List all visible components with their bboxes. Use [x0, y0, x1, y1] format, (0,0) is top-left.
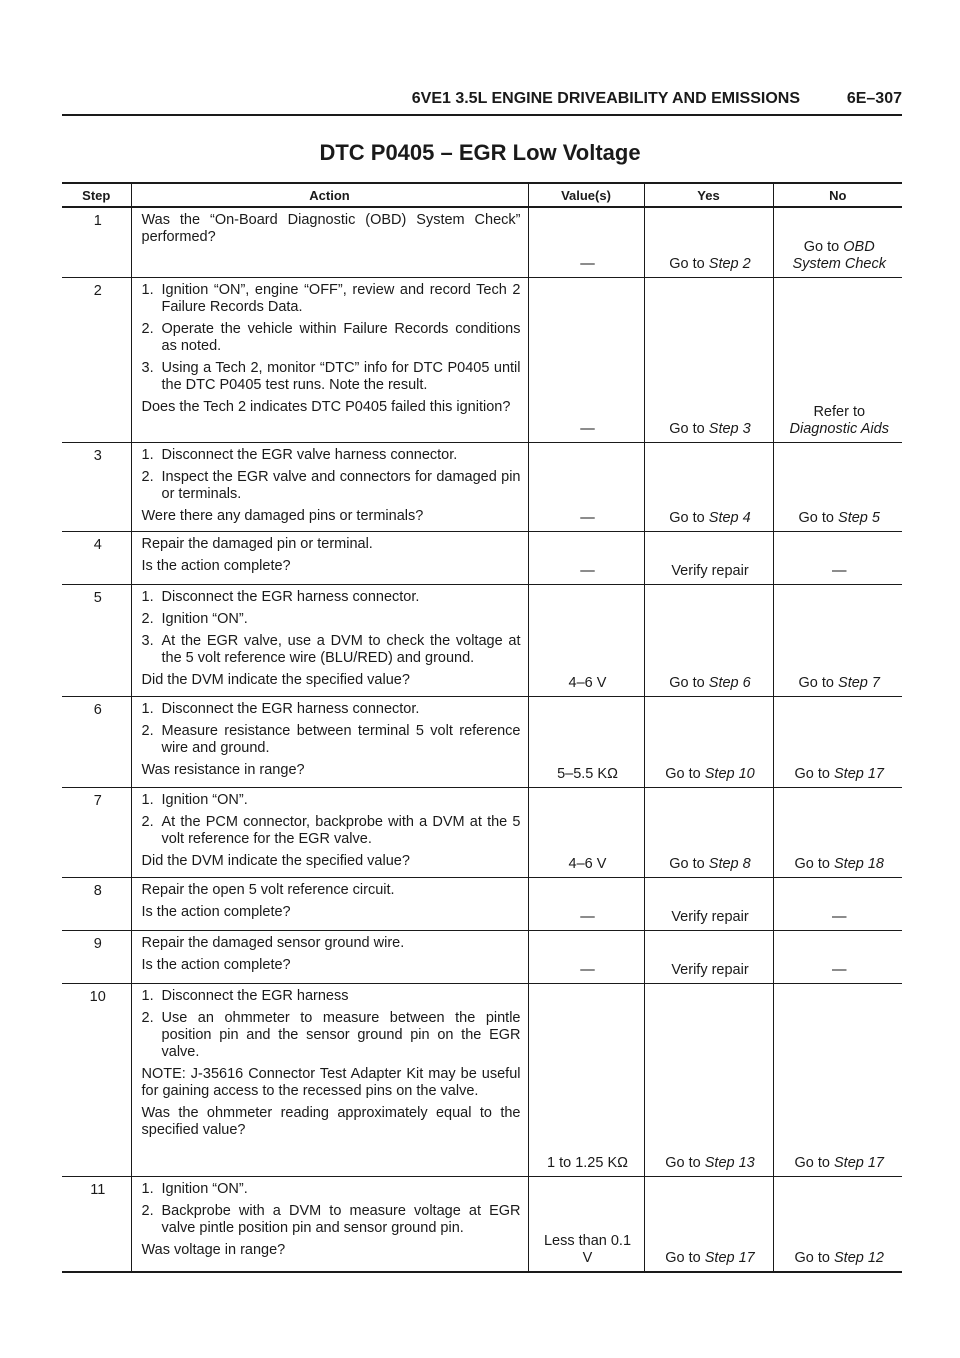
yes-target: Step 8 — [708, 855, 751, 872]
item-number: 1. — [141, 987, 154, 1004]
step-number: 1 — [62, 207, 131, 277]
yes-cell — [644, 877, 773, 930]
table-row — [62, 277, 902, 442]
action-list-item — [142, 447, 521, 464]
no-cell — [773, 787, 902, 877]
page-header — [62, 88, 902, 116]
column-header-values: Value(s) — [528, 183, 644, 207]
table-row — [62, 877, 902, 930]
no-prefix: Go to — [794, 765, 834, 782]
yes-cell — [644, 930, 773, 983]
yes-prefix: Go to — [665, 765, 705, 782]
action-question: Was the ohmmeter reading approximately equal to the specified value? — [141, 1104, 521, 1138]
no-cell — [773, 207, 902, 277]
step-number: 6 — [62, 696, 131, 787]
action-cell — [131, 930, 528, 983]
column-header-step: Step — [62, 183, 131, 207]
action-question: Did the DVM indicate the specified value? — [141, 671, 410, 688]
item-number: 3. — [141, 359, 154, 376]
no-prefix: Refer to — [813, 403, 866, 420]
step-number: 8 — [62, 877, 131, 930]
yes-prefix: Verify repair — [671, 562, 749, 579]
no-target: Step 5 — [838, 509, 880, 526]
action-list-item — [142, 589, 521, 606]
diagnostic-table — [62, 182, 902, 1273]
no-cell — [773, 442, 902, 531]
item-number: 2. — [141, 1202, 154, 1219]
action-cell — [131, 696, 528, 787]
value-cell: 1 to 1.25 KΩ — [528, 983, 644, 1176]
no-prefix: Go to — [798, 674, 839, 691]
item-text: Ignition “ON”. — [161, 1180, 248, 1197]
action-paragraph: Was the “On-Board Diagnostic (OBD) System Check” performed? — [141, 212, 521, 245]
column-header-no: No — [773, 183, 902, 207]
yes-cell — [644, 277, 773, 442]
action-list-item — [142, 1203, 521, 1237]
item-number: 2. — [141, 813, 154, 830]
no-cell — [773, 1176, 902, 1272]
value-cell: 4–6 V — [528, 787, 644, 877]
no-prefix: — — [832, 562, 847, 579]
value-cell: — — [528, 442, 644, 531]
column-header-action: Action — [131, 183, 528, 207]
yes-target: Step 2 — [708, 255, 751, 272]
action-cell — [131, 983, 528, 1176]
step-number: 10 — [62, 983, 131, 1176]
action-question: Did the DVM indicate the specified value? — [141, 852, 410, 869]
yes-prefix: Go to — [669, 420, 709, 437]
action-list-item — [142, 469, 521, 503]
yes-cell — [644, 531, 773, 584]
yes-target: Step 4 — [708, 509, 751, 526]
table-row — [62, 207, 902, 277]
no-target: Step 17 — [834, 1154, 884, 1171]
item-text: At the EGR valve, use a DVM to check the voltage at the 5 volt reference wire (BLU/RED) and ground. — [161, 632, 521, 666]
action-cell — [131, 877, 528, 930]
yes-cell — [644, 787, 773, 877]
no-prefix: Go to — [798, 509, 839, 526]
table-row — [62, 983, 902, 1176]
item-text: Measure resistance between terminal 5 volt reference wire and ground. — [161, 722, 521, 756]
no-cell — [773, 696, 902, 787]
action-list-item — [142, 633, 521, 667]
action-cell — [131, 442, 528, 531]
no-prefix: Go to — [794, 1250, 834, 1266]
action-list-item — [142, 611, 521, 628]
action-question: Is the action complete? — [141, 956, 291, 973]
value-cell: — — [528, 877, 644, 930]
no-cell — [773, 277, 902, 442]
item-text: At the PCM connector, backprobe with a DVM at the 5 volt reference for the EGR valve. — [161, 813, 521, 847]
item-number: 1. — [141, 791, 154, 808]
yes-prefix: Verify repair — [671, 961, 749, 978]
action-cell — [131, 207, 528, 277]
table-row — [62, 787, 902, 877]
yes-prefix: Go to — [669, 674, 709, 691]
item-number: 2. — [141, 610, 154, 627]
page-number: 6E–307 — [846, 90, 902, 107]
item-number: 1. — [141, 281, 154, 298]
yes-target: Step 3 — [708, 420, 751, 437]
item-number: 2. — [141, 468, 154, 485]
action-list-item — [142, 814, 521, 848]
action-list-item — [142, 988, 521, 1005]
step-number: 11 — [62, 1176, 131, 1272]
no-target: Diagnostic Aids — [789, 420, 889, 437]
no-target: Step 12 — [834, 1250, 884, 1266]
no-prefix: Go to — [794, 855, 834, 872]
yes-cell — [644, 584, 773, 696]
action-list-item — [142, 1181, 521, 1198]
value-cell: — — [528, 930, 644, 983]
table-row — [62, 584, 902, 696]
no-cell — [773, 531, 902, 584]
action-list-item — [142, 282, 521, 316]
step-number: 2 — [62, 277, 131, 442]
yes-prefix: Go to — [669, 855, 709, 872]
no-target: Step 17 — [834, 765, 884, 782]
action-question: Is the action complete? — [141, 903, 291, 920]
action-cell — [131, 787, 528, 877]
yes-cell — [644, 696, 773, 787]
yes-cell — [644, 207, 773, 277]
table-row — [62, 696, 902, 787]
no-prefix: — — [832, 961, 847, 978]
item-text: Operate the vehicle within Failure Records conditions as noted. — [161, 320, 521, 354]
yes-prefix: Go to — [669, 255, 709, 272]
yes-target: Step 10 — [704, 765, 755, 782]
no-prefix: Go to — [803, 238, 844, 255]
step-number: 4 — [62, 531, 131, 584]
action-cell — [131, 1176, 528, 1272]
no-prefix: Go to — [794, 1154, 834, 1171]
action-paragraph: Repair the damaged sensor ground wire. — [141, 934, 405, 951]
item-text: Using a Tech 2, monitor “DTC” info for DTC P0405 until the DTC P0405 test runs. Note the result. — [161, 359, 521, 393]
no-target: Step 18 — [834, 855, 884, 872]
item-number: 1. — [141, 588, 154, 605]
item-number: 1. — [141, 1180, 154, 1197]
item-text: Inspect the EGR valve and connectors for damaged pin or terminals. — [161, 468, 521, 502]
table-row — [62, 930, 902, 983]
value-cell: 5–5.5 KΩ — [528, 696, 644, 787]
yes-target: Step 6 — [708, 674, 751, 691]
yes-prefix: Go to — [665, 1154, 705, 1171]
no-target: OBD System Check — [792, 238, 886, 272]
yes-target: Step 17 — [704, 1250, 755, 1266]
action-list-item — [142, 792, 521, 809]
action-question: Were there any damaged pins or terminals? — [141, 507, 424, 524]
no-cell — [773, 930, 902, 983]
section-title: 6VE1 3.5L ENGINE DRIVEABILITY AND EMISSIONS — [411, 90, 800, 107]
action-list-item — [142, 723, 521, 757]
action-paragraph: NOTE: J-35616 Connector Test Adapter Kit may be useful for gaining access to the recessed pins on the valve. — [141, 1065, 521, 1099]
step-number: 7 — [62, 787, 131, 877]
yes-cell — [644, 1176, 773, 1272]
item-text: Ignition “ON”. — [161, 610, 248, 627]
page-title: DTC P0405 – EGR Low Voltage — [319, 140, 641, 165]
item-text: Disconnect the EGR harness connector. — [161, 588, 420, 605]
action-list-item — [142, 701, 521, 718]
item-text: Disconnect the EGR harness connector. — [161, 700, 420, 717]
action-paragraph: Repair the open 5 volt reference circuit. — [141, 881, 395, 898]
yes-prefix: Verify repair — [671, 908, 749, 925]
value-cell: — — [528, 277, 644, 442]
table-row — [62, 1176, 902, 1272]
step-number: 5 — [62, 584, 131, 696]
yes-cell — [644, 983, 773, 1176]
action-question: Is the action complete? — [141, 557, 291, 574]
item-text: Backprobe with a DVM to measure voltage at EGR valve pintle position pin and sensor ground pin. — [161, 1202, 521, 1236]
action-list-item — [142, 360, 521, 394]
yes-target: Step 13 — [704, 1154, 755, 1171]
item-text: Ignition “ON”. — [161, 791, 248, 808]
step-number: 3 — [62, 442, 131, 531]
no-prefix: — — [832, 908, 847, 925]
value-cell: — — [528, 207, 644, 277]
column-header-yes: Yes — [644, 183, 773, 207]
yes-cell — [644, 442, 773, 531]
action-list-item — [142, 1010, 521, 1061]
table-row — [62, 531, 902, 584]
step-number: 9 — [62, 930, 131, 983]
no-cell — [773, 584, 902, 696]
item-number: 1. — [141, 700, 154, 717]
item-number: 2. — [141, 1009, 154, 1026]
item-text: Ignition “ON”, engine “OFF”, review and record Tech 2 Failure Records Data. — [161, 281, 521, 315]
table-row — [62, 442, 902, 531]
value-cell: 4–6 V — [528, 584, 644, 696]
yes-prefix: Go to — [669, 509, 709, 526]
table-header-row — [62, 183, 902, 207]
action-cell — [131, 277, 528, 442]
no-cell — [773, 983, 902, 1176]
item-number: 2. — [141, 320, 154, 337]
yes-prefix: Go to — [665, 1250, 705, 1266]
action-list-item — [142, 321, 521, 355]
value-cell: — — [528, 531, 644, 584]
item-text: Disconnect the EGR harness — [161, 987, 349, 1004]
item-number: 1. — [141, 446, 154, 463]
no-target: Step 7 — [838, 674, 880, 691]
action-question: Does the Tech 2 indicates DTC P0405 failed this ignition? — [141, 398, 511, 415]
action-cell — [131, 531, 528, 584]
no-cell — [773, 877, 902, 930]
action-question: Was voltage in range? — [141, 1241, 286, 1258]
item-text: Disconnect the EGR valve harness connector. — [161, 446, 458, 463]
item-text: Use an ohmmeter to measure between the pintle position pin and the sensor ground pin on the EGR valve. — [161, 1009, 521, 1060]
item-number: 3. — [141, 632, 154, 649]
item-number: 2. — [141, 722, 154, 739]
action-cell — [131, 584, 528, 696]
action-paragraph: Repair the damaged pin or terminal. — [141, 535, 373, 552]
value-cell: Less than 0.1 V — [528, 1176, 644, 1272]
action-question: Was resistance in range? — [141, 761, 305, 778]
